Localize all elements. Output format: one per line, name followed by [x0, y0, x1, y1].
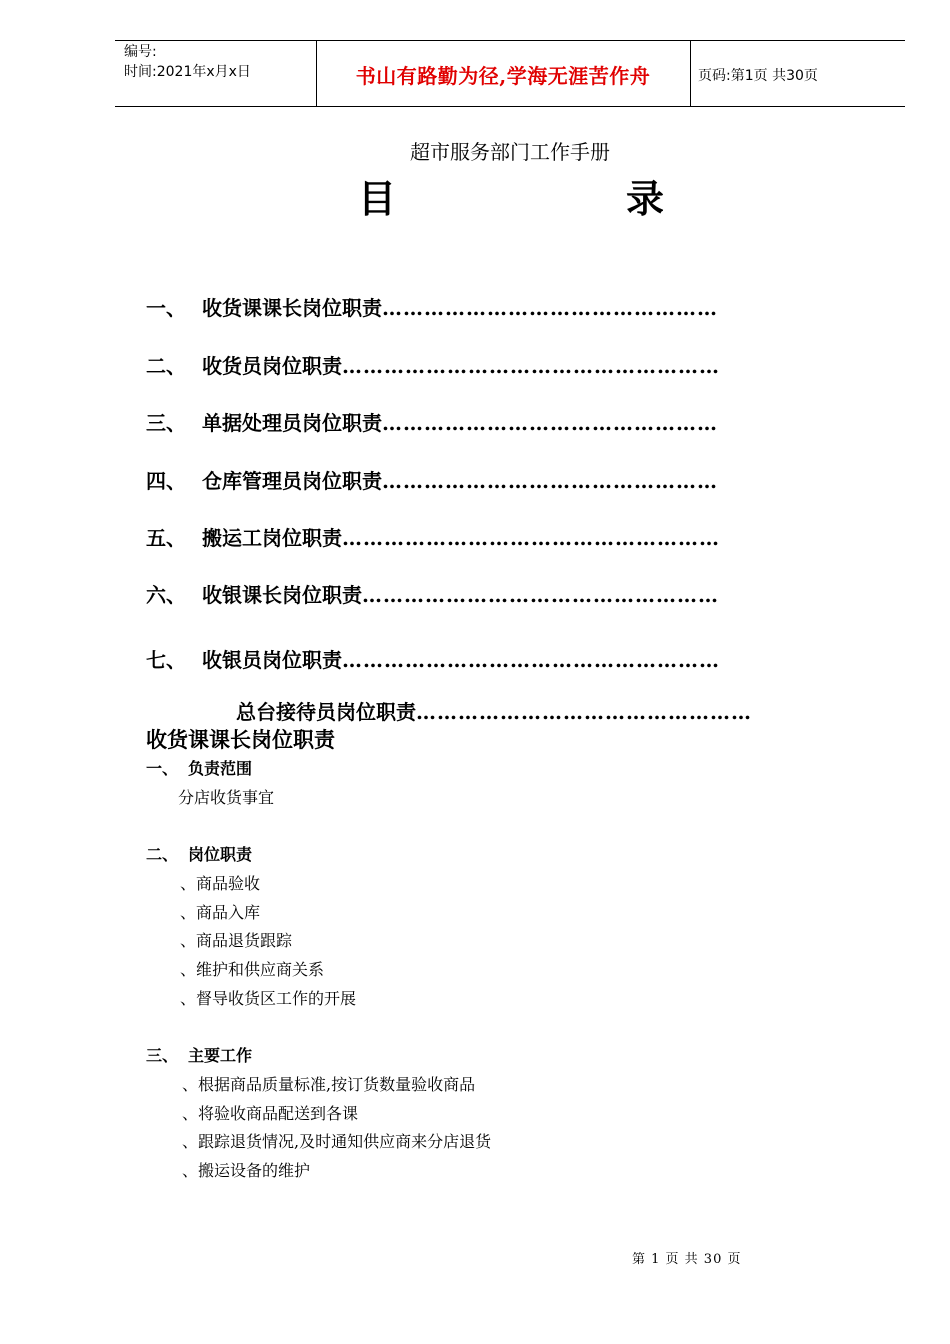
duty-item: 、商品验收	[180, 874, 261, 893]
work-item: 、搬运设备的维护	[182, 1161, 311, 1180]
toc-entry-number: 五、	[146, 526, 186, 550]
duty-item: 、维护和供应商关系	[180, 960, 325, 979]
page-footer: 第 1 页 共 30 页	[632, 1252, 742, 1267]
toc-entry-number: 二、	[146, 354, 186, 378]
scope-heading	[146, 756, 252, 779]
toc-entry-leader: ………………………………………………	[342, 354, 720, 378]
toc-entry-leader: ……………………………………………	[362, 583, 719, 607]
toc-entry-label: 总台接待员岗位职责	[236, 700, 416, 724]
work-item: 、跟踪退货情况,及时通知供应商来分店退货	[182, 1132, 492, 1151]
work-item: 、根据商品质量标准,按订货数量验收商品	[182, 1075, 476, 1094]
toc-entry-number: 一、	[146, 296, 186, 320]
toc-entry[interactable]	[146, 465, 718, 494]
toc-entry[interactable]	[146, 407, 718, 436]
toc-entry-leader: …………………………………………	[416, 700, 752, 724]
scope-heading-number: 一、	[146, 759, 179, 778]
scope-heading-text: 负责范围	[188, 759, 253, 778]
header-page-info: 页码:第1页 共30页	[698, 68, 818, 84]
toc-entry-leader: …………………………………………	[382, 469, 718, 493]
toc-entry-label: 收货员岗位职责	[202, 354, 342, 378]
header-top-border	[115, 40, 905, 41]
document-title: 超市服务部门工作手册	[410, 140, 610, 164]
work-item: 、将验收商品配送到各课	[182, 1104, 359, 1123]
toc-entry-label: 收银课长岗位职责	[202, 583, 362, 607]
toc-entry-leader: …………………………………………	[382, 296, 718, 320]
toc-entry-number: 四、	[146, 469, 186, 493]
toc-heading-right: 录	[626, 176, 665, 221]
toc-entry-label: 仓库管理员岗位职责	[202, 469, 382, 493]
toc-entry-number: 三、	[146, 411, 186, 435]
toc-entry[interactable]	[146, 522, 720, 551]
work-heading-text: 主要工作	[188, 1046, 253, 1065]
toc-entry[interactable]	[146, 350, 720, 379]
work-heading-number: 三、	[146, 1046, 179, 1065]
section-title: 收货课课长岗位职责	[146, 727, 335, 752]
toc-entry-label: 单据处理员岗位职责	[202, 411, 382, 435]
toc-entry-label: 收银员岗位职责	[202, 648, 342, 672]
duty-item: 、督导收货区工作的开展	[180, 989, 357, 1008]
toc-entry-number: 七、	[146, 648, 186, 672]
toc-entry[interactable]	[236, 696, 752, 725]
toc-entry[interactable]	[146, 292, 718, 321]
toc-heading-left: 目	[358, 176, 397, 221]
toc-entry-number: 六、	[146, 583, 186, 607]
duty-item: 、商品退货跟踪	[180, 931, 293, 950]
header-divider-right	[690, 40, 691, 107]
serial-label: 编号:	[124, 44, 157, 60]
date-label: 时间:2021年x月x日	[124, 64, 251, 80]
duty-item: 、商品入库	[180, 903, 261, 922]
toc-entry-label: 收货课课长岗位职责	[202, 296, 382, 320]
toc-entry[interactable]	[146, 644, 720, 673]
header-motto: 书山有路勤为径,学海无涯苦作舟	[355, 64, 651, 88]
duties-heading-number: 二、	[146, 845, 179, 864]
toc-entry-label: 搬运工岗位职责	[202, 526, 342, 550]
toc-entry-leader: ………………………………………………	[342, 526, 720, 550]
scope-text: 分店收货事宜	[178, 788, 275, 807]
duties-heading-text: 岗位职责	[188, 845, 253, 864]
work-heading	[146, 1043, 252, 1066]
header-bottom-border	[115, 106, 905, 107]
header-meta	[124, 42, 251, 82]
toc-entry-leader: …………………………………………	[382, 411, 718, 435]
duties-heading	[146, 842, 252, 865]
toc-entry-leader: ………………………………………………	[342, 648, 720, 672]
toc-entry[interactable]	[146, 579, 719, 608]
